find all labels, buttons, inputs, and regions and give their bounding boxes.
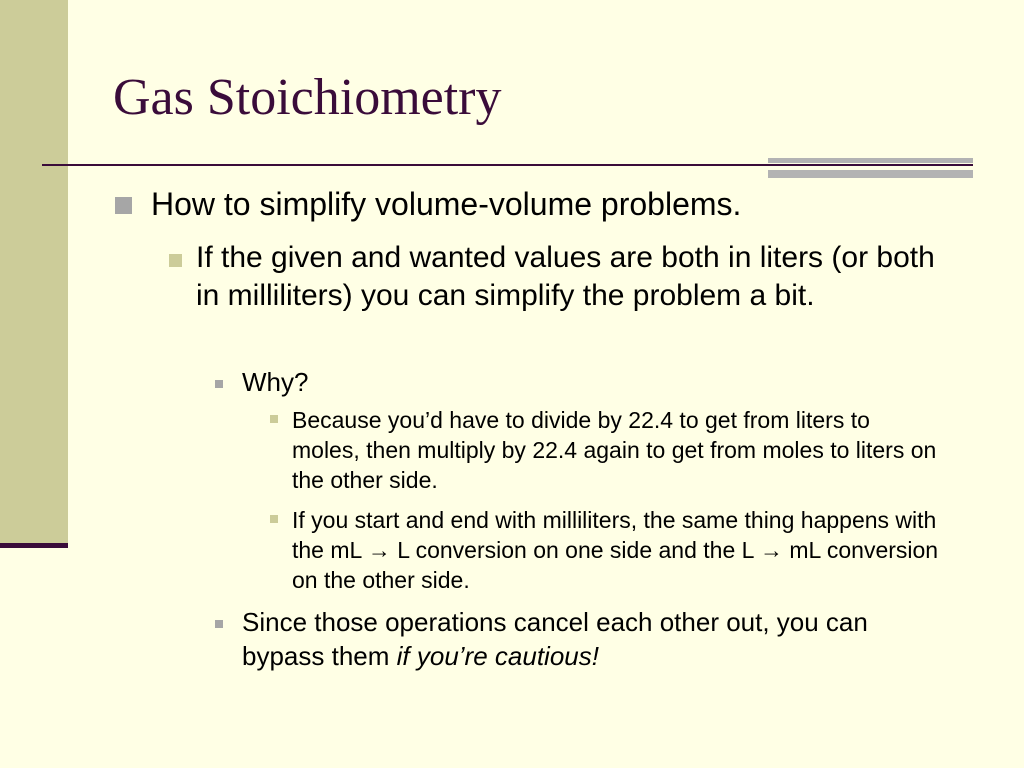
conclusion-plain: Since those operations cancel each other out, you can bypass them xyxy=(242,607,868,671)
reason-2-part-2: L conversion on one side and the L xyxy=(390,537,760,563)
right-arrow-icon: → xyxy=(759,537,783,563)
title-rule xyxy=(42,164,973,166)
square-bullet-icon xyxy=(115,197,132,214)
bullet-conclusion-text xyxy=(242,605,932,673)
bullet-conclusion xyxy=(242,605,932,673)
bullet-why-text: Why? xyxy=(242,367,309,397)
bullet-reason-1-text: Because you’d have to divide by 22.4 to get from liters to moles, then multiply by 22.4 again to get from moles to liters on the other side. xyxy=(292,407,937,493)
bullet-level2-text: If the given and wanted values are both in liters (or both in milliliters) you can simplify the problem a bit. xyxy=(196,241,935,312)
slide-title: Gas Stoichiometry xyxy=(113,69,502,126)
conclusion-italic: if you’re cautious! xyxy=(396,641,599,671)
reason-2-part-1: If you start and end with milliliters, the same thing happens with the mL xyxy=(292,507,937,563)
square-bullet-icon xyxy=(270,515,278,523)
right-arrow-icon: → xyxy=(367,537,391,563)
square-bullet-icon xyxy=(215,620,223,628)
left-decorative-band xyxy=(0,0,68,543)
bullet-reason-2-text xyxy=(292,505,942,595)
square-bullet-icon xyxy=(169,254,182,267)
bullet-reason-2 xyxy=(292,505,942,595)
bullet-reason-1 xyxy=(292,405,942,495)
title-rule-gray-top xyxy=(768,158,973,163)
bullet-why xyxy=(242,365,932,399)
bullet-level2 xyxy=(196,239,966,315)
reason-2-part-3: mL conversion on the other side. xyxy=(292,537,939,593)
bullet-level1-text: How to simplify volume-volume problems. xyxy=(151,186,742,222)
square-bullet-icon xyxy=(270,415,278,423)
bullet-level1 xyxy=(151,185,951,223)
title-rule-gray-bottom xyxy=(768,170,973,178)
square-bullet-icon xyxy=(215,380,223,388)
left-band-accent-line xyxy=(0,543,68,548)
